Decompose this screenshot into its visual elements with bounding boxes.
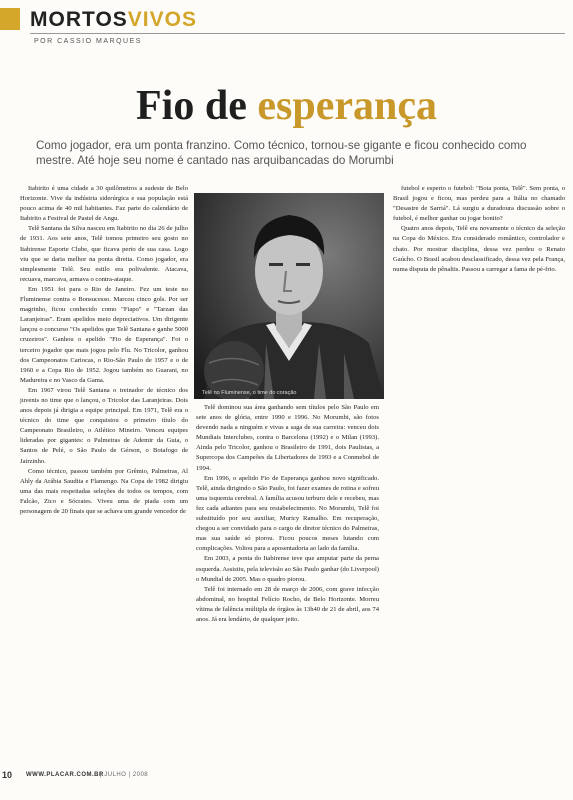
headline-part2: esperança xyxy=(257,83,437,129)
footer-date: | JULHO | 2008 xyxy=(100,772,149,778)
page-number: 10 xyxy=(2,770,13,780)
paragraph: Em 1996, o apelido Fio de Esperança ganhou novo significado. Telê, ainda dirigindo o São Paulo, foi fazer exames de rotina e sofreu uma isquemia cerebral. A família acusou terburo dele e recebeu, mas fez cada adiantes para seu restabelecimento. No Morumbi, Telê foi substituído por seu auxiliar, Muricy Ramalho. Em recuperação, chegou a ser convidado para o cargo de diretor técnico do Palmeiras, mas sua saúde só piorou. Ficou poucos meses lutando com complicações. Voltou para a aposentadoria ao lado da família. xyxy=(196,474,379,553)
article-column-3 xyxy=(393,184,565,275)
paragraph: Telê Santana da Silva nasceu em Itabirito no dia 26 de julho de 1931. Aos sete anos, Telê tomou primeiro seu gosto no Itabirense Esporte Clube, que ficava perto de sua casa. Logo viu que se daria melhor na ponta direita. Como jogador, era simplesmente Telê. Seu estilo era polivalente. Atacava, recuava, marcava, armava o contra-ataque. xyxy=(20,225,188,283)
page-footer xyxy=(0,770,573,784)
paragraph: Em 1951 foi para o Rio de Janeiro. Fez um teste no Fluminense contra o Bonsucesso. Marcou cinco gols. Por ser magrinho, ficou conhecido como "Fiapo" e "Tarzan das Laranjeiras". Eram apelidos meio depreciativos. Um dirigente lançou o concurso "Os apelidos que Telê Santana e ganhe 5000 cruzeiros". Ganhou o apelido "Fio de Esperança". Foi o terceiro jogador que mais jogou pelo Flu. No Tricolor, ganhou dos Campeonatos Cariocas, o Rio-São Paulo de 1957 e o de 1960 e a Copa Rio de 1952. Jogou também no Guarani, no Madureira e no Vasco da Gama. xyxy=(20,285,188,384)
section-title xyxy=(30,8,197,32)
article-column-1 xyxy=(20,184,188,517)
paragraph: Em 2003, a ponta do Itabirense teve que amputar parte da perna esquerda. Assistiu, pela televisão ao São Paulo ganhar (do Liverpool) o Mundial de 2005. Mas o quadro piorou. xyxy=(196,555,379,583)
article-deck: Como jogador, era um ponta franzino. Como técnico, tornou-se gigante e ficou conhecido como mestre. Até hoje seu nome é cantado nas arquibancadas do Morumbi xyxy=(36,139,527,167)
paragraph: Itabirito é uma cidade a 30 quilômetros a sudeste de Belo Horizonte. Vive da indústria siderúrgica e sua população está pouco acima de 40 mil habitantes. Faz parte do calendário de Itabirito a Festival de Pastel de Angu. xyxy=(20,185,188,223)
byline: POR CASSIO MARQUES xyxy=(34,38,142,45)
paragraph: Telê dominou sua área ganhando sem títulos pelo São Paulo em sete anos de glória, entre 1990 e 1996. No Morumbi, são fotos devendo nada a ninguém e vivas a saga de sua carreira: venceu dois Mundiais Interclubes, contra o Barcelona (1992) e o Milan (1993). Ainda pelo Tricolor, ganhou o Brasileiro de 1991, dois Paulistas, a Supercopa dos Campeões da Libertadores de 1993 e a Conmebol de 1994. xyxy=(196,404,379,472)
player-portrait-image xyxy=(194,193,384,399)
header-rule xyxy=(30,33,565,34)
paragraph: Quatro anos depois, Telê era novamente o técnico da seleção na Copa do México. Era considerado romântico, controlador e chato. Por mostrar disciplina, dessa vez perdeu o Renato Gaúcho. O Brasil acabou desclassificado, dessa vez pela França, numa disputa de pênaltis. Passou a carregar a fama de pé-frio. xyxy=(393,225,565,273)
paragraph: Em 1967 virou Telê Santana o treinador de técnico dos juvenis no time que o lançou, o Tricolor das Laranjeiras. Dois anos depois já dirigia a equipe principal. Em 1971, Telê era o técnico do time que conquistou o primeiro título do Campeonato Brasileiro, o Atlético Mineiro. Venceu equipes lideradas por gigantes: o Palmeiras de Ademir da Guia, o Santos de Pelé, o São Paulo de Gérson, o Botafogo de Jairzinho. xyxy=(20,386,188,465)
section-title-part-a: MORTOS xyxy=(30,8,128,31)
photo-caption: Telê no Fluminense, o time do coração xyxy=(202,390,297,396)
player-photo xyxy=(194,193,384,399)
footer-website: WWW.PLACAR.COM.BR xyxy=(26,772,104,778)
article-column-2 xyxy=(196,403,379,625)
paragraph: Como técnico, passou também por Grêmio, Palmeiras, Al Ahly da Arábia Saudita e Flamengo. Na Copa de 1982 dirigiu uma das mais respeitadas seleções de todos os tempos, com Falcão, Zico e Sócrates. Viveu uma de piada com um personagem de 20 finais que se achava um grande vencedor de xyxy=(20,467,188,515)
section-header xyxy=(0,0,573,36)
section-color-tab xyxy=(0,8,20,30)
paragraph: futebol e esperto o futebol: "Bota ponta, Telê". Sem ponta, o Brasil jogou e ficou, mas perdeu para a Itália no chamado "Desastre de Sarriá". Lá surgiu a duradoura discussão sobre o futebol, é melhor ganhar ou jogar bonito? xyxy=(393,185,565,223)
headline-part1: Fio de xyxy=(136,83,258,129)
section-title-part-b: VIVOS xyxy=(127,8,197,31)
article-headline xyxy=(0,83,573,129)
paragraph: Telê foi internado em 28 de março de 2006, com grave infecção abdominal, no hospital Felício Rocho, de Belo Horizonte. Morreu vítima de falência múltipla de órgãos às 13h40 de 21 de abril, aos 74 anos. Já era lendário, de qualquer jeito. xyxy=(196,585,379,623)
